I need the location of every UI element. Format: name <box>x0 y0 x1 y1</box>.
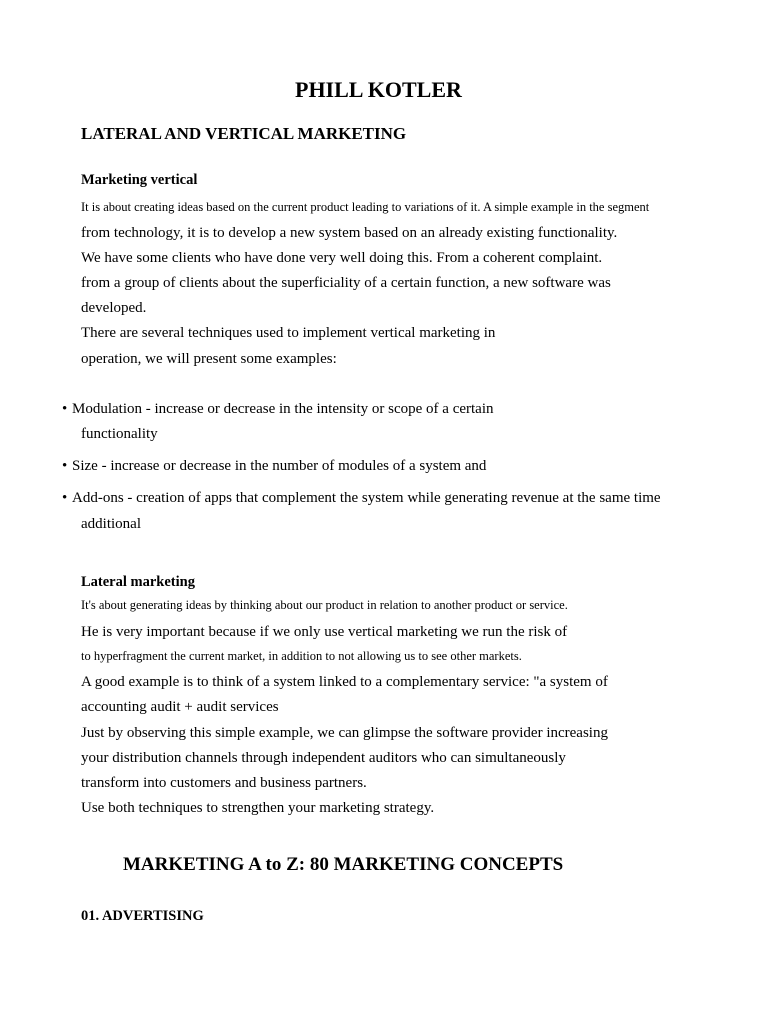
vertical-line-1: It is about creating ideas based on the current product leading to variations of it. A simple example in the segment <box>81 200 650 214</box>
lateral-line-2: He is very important because if we only use vertical marketing we run the risk of <box>81 624 568 640</box>
first-concept-heading: 01. ADVERTISING <box>81 908 204 924</box>
lateral-line-5: accounting audit + audit services <box>81 699 279 715</box>
lateral-line-3: to hyperfragment the current market, in addition to not allowing us to see other markets. <box>81 649 522 663</box>
lateral-line-7: your distribution channels through independent auditors who can simultaneously <box>81 750 566 766</box>
vertical-line-3: We have some clients who have done very well doing this. From a coherent complaint. <box>81 250 603 266</box>
lateral-line-4: A good example is to think of a system linked to a complementary service: "a system of <box>81 674 608 690</box>
lateral-heading: Lateral marketing <box>81 574 195 590</box>
vertical-line-5: developed. <box>81 300 147 316</box>
bullet-marker: • <box>62 458 68 474</box>
lateral-line-9: Use both techniques to strengthen your marketing strategy. <box>81 800 435 816</box>
vertical-heading: Marketing vertical <box>81 172 198 188</box>
vertical-line-7: operation, we will present some examples: <box>81 351 337 367</box>
vertical-line-4: from a group of clients about the superficiality of a certain function, a new software was <box>81 275 611 291</box>
bullet-3-continuation: additional <box>81 516 141 532</box>
bullet-3-text: Add-ons - creation of apps that complement the system while generating revenue at the same time <box>72 490 661 506</box>
bullet-2-text: Size - increase or decrease in the number of modules of a system and <box>72 458 487 474</box>
bullet-marker: • <box>62 490 68 506</box>
vertical-line-2: from technology, it is to develop a new system based on an already existing functionality. <box>81 225 618 241</box>
concepts-title: MARKETING A to Z: 80 MARKETING CONCEPTS <box>123 854 564 875</box>
section-title: LATERAL AND VERTICAL MARKETING <box>81 124 407 143</box>
lateral-line-1: It's about generating ideas by thinking about our product in relation to another product or service. <box>81 598 568 612</box>
lateral-line-8: transform into customers and business partners. <box>81 775 367 791</box>
bullet-1-continuation: functionality <box>81 426 158 442</box>
vertical-line-6: There are several techniques used to implement vertical marketing in <box>81 325 496 341</box>
lateral-line-6: Just by observing this simple example, we can glimpse the software provider increasing <box>81 725 608 741</box>
bullet-1-text: Modulation - increase or decrease in the intensity or scope of a certain <box>72 401 494 417</box>
page-title: PHILL KOTLER <box>295 77 462 102</box>
bullet-marker: • <box>62 401 68 417</box>
